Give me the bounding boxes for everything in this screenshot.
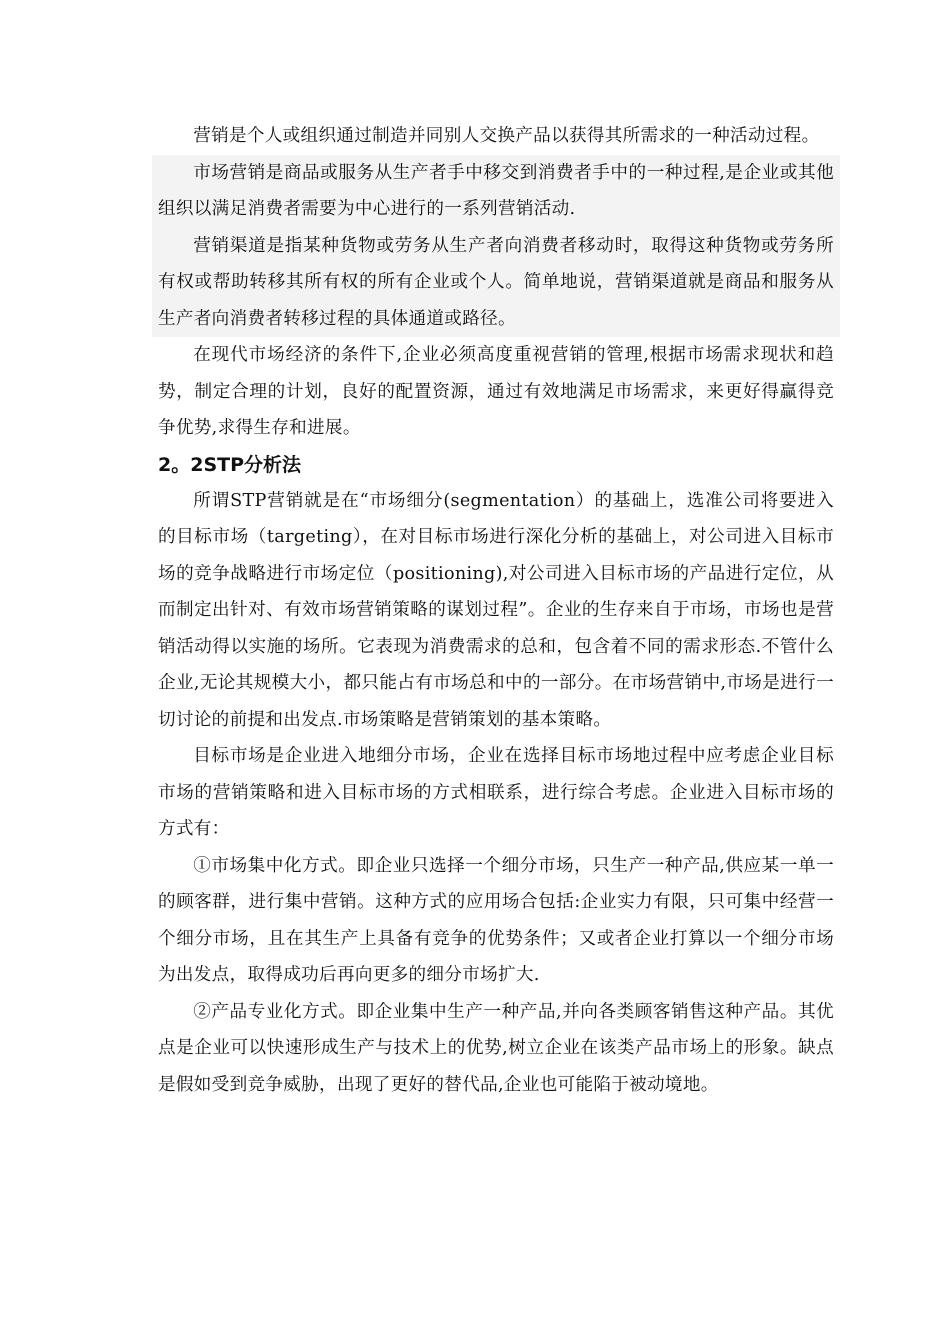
paragraph-market-concentration: ①市场集中化方式。即企业只选择一个细分市场，只生产一种产品,供应某一单一的顾客群，进行集中营销。这种方式的应用场合包括:企业实力有限，只可集中经营一个细分市场，且在其生产上具备有竞争的优势条件；又或者企业打算以一个细分市场为出发点，取得成功后再向更多的细分市场扩大. [158, 855, 834, 985]
shaded-block [152, 155, 840, 338]
paragraph-stp-definition: 所谓STP营销就是在“市场细分(segmentation）的基础上，选准公司将要进入的目标市场（targeting），在对目标市场进行深化分析的基础上，对公司进入目标市场的竞争战略进行市场定位（positioning),对公司进入目标市场的产品进行定位，从而制定出针对、有效市场营销策略的谋划过程”。企业的生存来自于市场，市场也是营销活动得以实施的场所。它表现为消费需求的总和，包含着不同的需求形态.不管什么企业,无论其规模大小，都只能占有市场总和中的一部分。在市场营销中,市场是进行一切讨论的前提和出发点.市场策略是营销策划的基本策略。 [158, 490, 834, 730]
document-page [158, 118, 834, 1103]
paragraph-marketing-definition: 营销是个人或组织通过制造并同别人交换产品以获得其所需求的一种活动过程。 [193, 126, 820, 146]
paragraph-marketing-channel: 营销渠道是指某种货物或劳务从生产者向消费者移动时，取得这种货物或劳务所有权或帮助转移其所有权的所有企业或个人。简单地说，营销渠道就是商品和服务从生产者向消费者转移过程的具体通道或路径。 [158, 235, 834, 329]
paragraph-target-market: 目标市场是企业进入地细分市场，企业在选择目标市场地过程中应考虑企业目标市场的营销策略和进入目标市场的方式相联系，进行综合考虑。企业进入目标市场的方式有： [158, 746, 834, 839]
section-heading-stp: 2。2STP分析法 [158, 453, 302, 476]
paragraph-modern-economy: 在现代市场经济的条件下,企业必须高度重视营销的管理,根据市场需求现状和趋势，制定合理的计划，良好的配置资源，通过有效地满足市场需求，来更好得赢得竞争优势,求得生存和进展。 [158, 345, 834, 438]
paragraph-product-specialization: ②产品专业化方式。即企业集中生产一种产品,并向各类顾客销售这种产品。其优点是企业可以快速形成生产与技术上的优势,树立企业在该类产品市场上的形象。缺点是假如受到竞争威胁，出现了更好的替代品,企业也可能陷于被动境地。 [158, 1001, 834, 1095]
paragraph-market-marketing: 市场营销是商品或服务从生产者手中移交到消费者手中的一种过程,是企业或其他组织以满足消费者需要为中心进行的一系列营销活动. [158, 162, 834, 219]
